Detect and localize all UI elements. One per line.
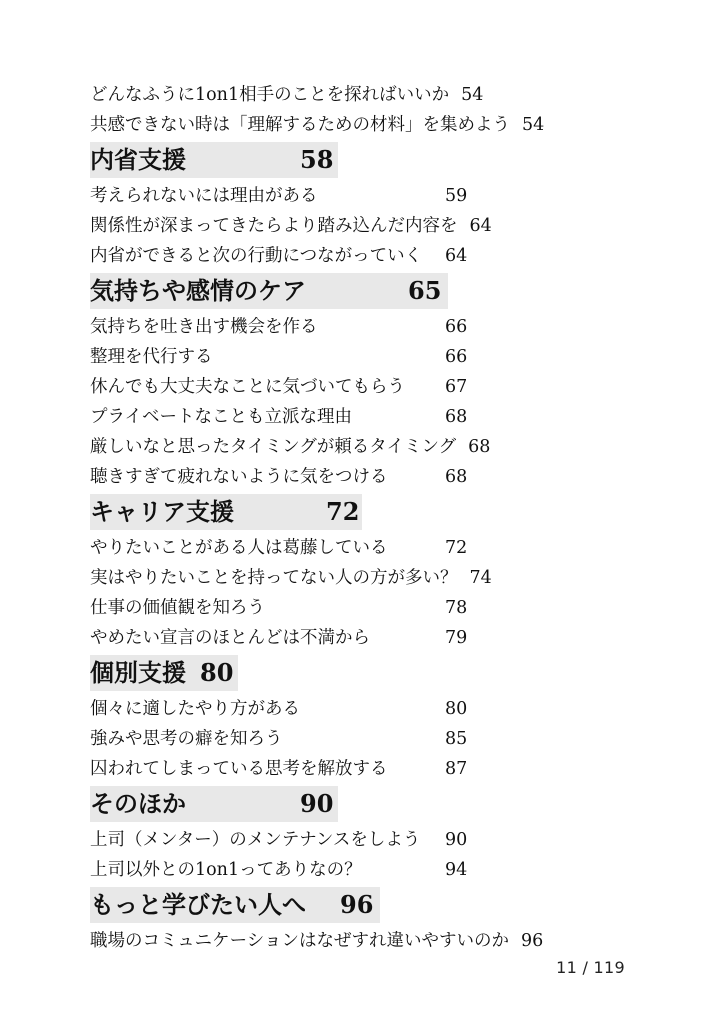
toc-entry-title: 仕事の価値観を知ろう: [90, 598, 265, 618]
toc-entry-page: 96: [520, 931, 544, 951]
toc-entry[interactable]: [90, 110, 650, 140]
toc-entry-title: 厳しいなと思ったタイミングが頼るタイミング: [90, 437, 457, 457]
toc-entry-title: 整理を代行する: [90, 347, 213, 367]
toc-entry-title: 内省ができると次の行動につながっていく: [90, 246, 423, 266]
toc-entry[interactable]: [90, 825, 650, 855]
toc-entry[interactable]: [90, 80, 650, 110]
toc-heading-title: キャリア支援: [90, 497, 234, 526]
toc-entry-page: 90: [445, 830, 468, 850]
toc-heading[interactable]: [90, 494, 362, 530]
toc-entry[interactable]: [90, 312, 650, 342]
toc-entry[interactable]: [90, 432, 650, 462]
toc-entry[interactable]: [90, 724, 650, 754]
toc-heading-page: 80: [200, 658, 234, 687]
toc-entry-title: 囚われてしまっている思考を解放する: [90, 759, 388, 779]
toc-entry[interactable]: [90, 342, 650, 372]
toc-entry[interactable]: [90, 754, 650, 784]
toc-heading-title: 内省支援: [90, 145, 186, 174]
toc-entry-title: 実はやりたいことを持ってない人の方が多い？: [90, 568, 458, 588]
toc-entry-page: 54: [522, 115, 545, 135]
toc-entry-title: やめたい宣言のほとんどは不満から: [90, 628, 370, 648]
toc-entry-page: 64: [445, 246, 468, 266]
toc-entry-page: 64: [469, 216, 492, 236]
toc-entry-title: 個々に適したやり方がある: [90, 699, 300, 719]
toc-heading-title: 気持ちや感情のケア: [90, 276, 306, 305]
toc-heading[interactable]: [90, 655, 238, 691]
toc-entry-title: 上司以外との1on1ってありなの？: [90, 860, 362, 880]
table-of-contents: [90, 80, 650, 956]
toc-entry-title: 気持ちを吐き出す機会を作る: [90, 317, 318, 337]
toc-entry-page: 59: [445, 186, 468, 206]
toc-entry-title: 考えられないには理由がある: [90, 186, 318, 206]
toc-heading[interactable]: [90, 273, 448, 309]
toc-entry-title: 共感できない時は「理解するための材料」を集めよう: [90, 115, 510, 135]
toc-entry[interactable]: [90, 694, 650, 724]
toc-heading-page: 72: [326, 497, 360, 526]
toc-entry[interactable]: [90, 462, 650, 492]
toc-entry-title: やりたいことがある人は葛藤している: [90, 538, 388, 558]
toc-entry-page: 68: [445, 467, 468, 487]
toc-entry[interactable]: [90, 855, 650, 885]
toc-entry[interactable]: [90, 402, 650, 432]
toc-entry-page: 67: [445, 377, 468, 397]
toc-entry-title: 休んでも大丈夫なことに気づいてもらう: [90, 377, 405, 397]
toc-entry-page: 79: [445, 628, 468, 648]
toc-heading[interactable]: [90, 786, 338, 822]
toc-heading-page: 65: [408, 276, 442, 305]
toc-entry[interactable]: [90, 593, 650, 623]
toc-entry-page: 54: [461, 85, 484, 105]
toc-entry-page: 68: [468, 437, 491, 457]
toc-heading-title: 個別支援: [90, 658, 186, 687]
toc-entry[interactable]: [90, 372, 650, 402]
toc-entry-title: 強みや思考の癖を知ろう: [90, 729, 283, 749]
toc-entry-page: 66: [445, 317, 468, 337]
toc-heading-page: 96: [340, 890, 374, 919]
toc-heading[interactable]: [90, 887, 380, 923]
toc-entry-page: 85: [445, 729, 468, 749]
toc-entry[interactable]: [90, 926, 650, 956]
toc-entry-title: 聴きすぎて疲れないように気をつける: [90, 467, 388, 487]
toc-entry-page: 94: [445, 860, 468, 880]
toc-heading-page: 58: [300, 145, 334, 174]
toc-entry-page: 74: [469, 568, 492, 588]
toc-heading-page: 90: [300, 789, 334, 818]
toc-entry-page: 80: [445, 699, 468, 719]
toc-entry-page: 68: [445, 407, 468, 427]
toc-entry-page: 72: [445, 538, 468, 558]
toc-entry[interactable]: [90, 181, 650, 211]
toc-entry[interactable]: [90, 241, 650, 271]
toc-heading-title: もっと学びたい人へ: [90, 890, 306, 919]
toc-heading[interactable]: [90, 142, 338, 178]
toc-entry[interactable]: [90, 563, 650, 593]
toc-entry-title: プライベートなことも立派な理由: [90, 407, 352, 427]
toc-entry[interactable]: [90, 211, 650, 241]
toc-entry-title: 職場のコミュニケーションはなぜすれ違いやすいのか: [90, 931, 509, 951]
toc-heading-title: そのほか: [90, 789, 186, 818]
toc-entry-page: 66: [445, 347, 468, 367]
toc-entry-title: 上司（メンター）のメンテナンスをしよう: [90, 830, 421, 850]
toc-entry-title: 関係性が深まってきたらより踏み込んだ内容を: [90, 216, 458, 236]
toc-entry-title: どんなふうに1on1相手のことを探ればいいか: [90, 85, 450, 105]
toc-entry-page: 78: [445, 598, 468, 618]
toc-entry[interactable]: [90, 533, 650, 563]
toc-entry-page: 87: [445, 759, 468, 779]
page-indicator: 11 / 119: [556, 958, 625, 977]
toc-entry[interactable]: [90, 623, 650, 653]
